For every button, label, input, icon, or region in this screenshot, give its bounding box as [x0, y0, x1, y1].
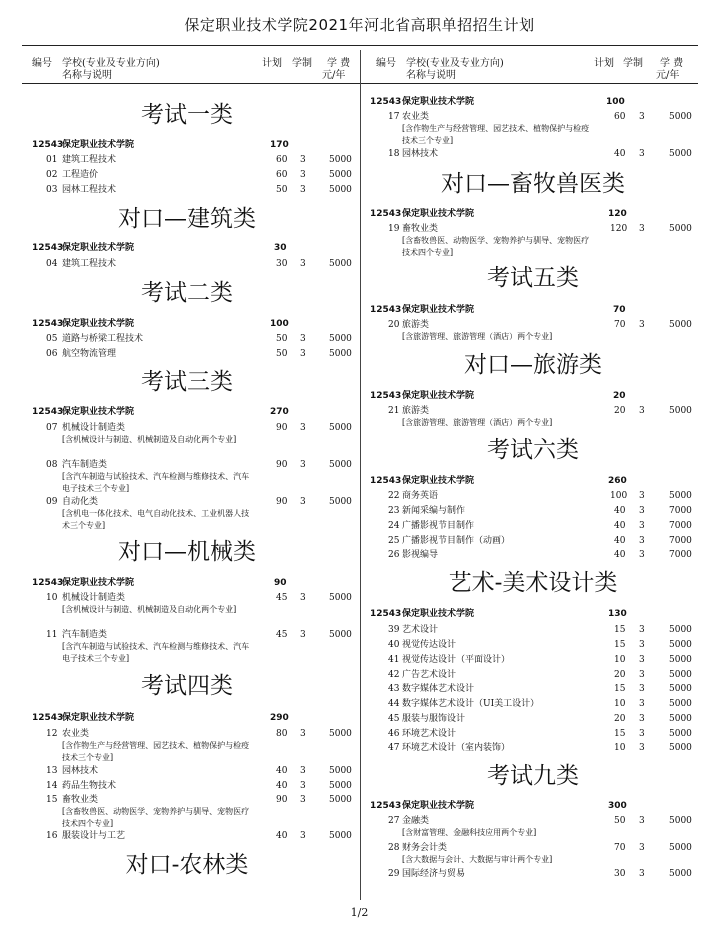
section-heading: 考试三类: [141, 369, 233, 395]
table-row: 41 视觉传达设计（平面设计） 10 3 5000: [388, 655, 692, 665]
table-row: 39 艺术设计 15 3 5000: [388, 625, 692, 635]
major-note: [含大数据与会计、大数据与审计两个专业]: [402, 855, 553, 864]
section-heading: 考试六类: [487, 437, 579, 463]
major-note: [含汽车制造与试验技术、汽车检测与维修技术、汽车电子技术三个专业]: [62, 642, 250, 663]
table-row: 46 环境艺术设计 15 3 5000: [388, 729, 692, 739]
table-row: 45 服装与服饰设计 20 3 5000: [388, 714, 692, 724]
table-row: 20 旅游类 70 3 5000: [388, 320, 692, 330]
table-row: 26 影视编导 40 3 7000: [388, 550, 692, 560]
table-row: 21 旅游类 20 3 5000: [388, 406, 692, 416]
header-plan: 计划: [262, 58, 282, 69]
section-heading: 对口—建筑类: [118, 206, 256, 232]
section-heading: 对口-农林类: [125, 852, 249, 878]
table-row: 05 道路与桥梁工程技术 50 3 5000: [46, 334, 352, 344]
table-row: 29 国际经济与贸易 30 3 5000: [388, 869, 692, 879]
table-row: 40 视觉传达设计 15 3 5000: [388, 640, 692, 650]
header-fee: 学 费: [660, 58, 684, 69]
school-row: 12543 保定职业技术学院 20: [370, 391, 626, 401]
table-row: 14 药品生物技术 40 3 5000: [46, 781, 352, 791]
table-row: 22 商务英语 100 3 5000: [388, 491, 692, 501]
table-row: 03 园林工程技术 50 3 5000: [46, 185, 352, 195]
table-row: 10 机械设计制造类 45 3 5000: [46, 593, 352, 603]
table-row: 18 园林技术 40 3 5000: [388, 149, 692, 159]
header-school: 学校(专业及专业方向): [62, 58, 160, 69]
section-heading: 考试四类: [141, 673, 233, 699]
major-note: [含财富管理、金融科技应用两个专业]: [402, 828, 537, 837]
table-row: 06 航空物流管理 50 3 5000: [46, 349, 352, 359]
table-row: 42 广告艺术设计 20 3 5000: [388, 670, 692, 680]
major-note: [含作物生产与经营管理、园艺技术、植物保护与检疫技术三个专业]: [402, 124, 590, 145]
header-years: 学制: [623, 58, 643, 69]
table-row: 23 新闻采编与制作 40 3 7000: [388, 506, 692, 516]
table-row: 28 财务会计类 70 3 5000: [388, 843, 692, 853]
header-school-sub: 名称与说明: [62, 70, 112, 81]
table-row: 02 工程造价 60 3 5000: [46, 170, 352, 180]
table-row: 25 广播影视节目制作（动画） 40 3 7000: [388, 536, 692, 546]
school-row: 12543 保定职业技术学院 70: [370, 305, 626, 315]
section-heading: 对口—畜牧兽医类: [441, 171, 625, 197]
school-row: 12543 保定职业技术学院 290: [32, 713, 289, 723]
section-heading: 考试二类: [141, 280, 233, 306]
school-row: 12543 保定职业技术学院 100: [370, 97, 625, 107]
header-code: 编号: [376, 58, 396, 69]
column-divider: [360, 50, 361, 900]
section-heading: 考试一类: [141, 102, 233, 128]
table-row: 43 数字媒体艺术设计 15 3 5000: [388, 684, 692, 694]
table-row: 15 畜牧业类 90 3 5000: [46, 795, 352, 805]
left-column: [22, 0, 352, 926]
school-row: 12543 保定职业技术学院 90: [32, 578, 287, 588]
header-years: 学制: [292, 58, 312, 69]
table-row: 19 畜牧业类 120 3 5000: [388, 224, 692, 234]
major-note: [含旅游管理、旅游管理（酒店）两个专业]: [402, 332, 553, 341]
section-heading: 考试五类: [487, 265, 579, 291]
major-note: [含畜牧兽医、动物医学、宠物养护与驯导、宠物医疗技术四个专业]: [402, 236, 590, 257]
table-row: 16 服装设计与工艺 40 3 5000: [46, 831, 352, 841]
major-note: [含机械设计与制造、机械制造及自动化两个专业]: [62, 435, 237, 444]
major-note: [含机电一体化技术、电气自动化技术、工业机器人技术三个专业]: [62, 509, 250, 530]
table-row: 24 广播影视节目制作 40 3 7000: [388, 521, 692, 531]
school-row: 12543 保定职业技术学院 170: [32, 140, 289, 150]
table-row: 01 建筑工程技术 60 3 5000: [46, 155, 352, 165]
table-row: 12 农业类 80 3 5000: [46, 729, 352, 739]
page-number: 1/2: [350, 906, 369, 919]
section-heading: 对口—旅游类: [464, 352, 602, 378]
section-heading: 考试九类: [487, 763, 579, 789]
school-row: 12543 保定职业技术学院 30: [32, 243, 287, 253]
header-code: 编号: [32, 58, 52, 69]
header-school: 学校(专业及专业方向): [406, 58, 504, 69]
header-fee: 学 费: [327, 58, 351, 69]
table-row: 11 汽车制造类 45 3 5000: [46, 630, 352, 640]
major-note: [含汽车制造与试验技术、汽车检测与维修技术、汽车电子技术三个专业]: [62, 472, 250, 493]
school-row: 12543 保定职业技术学院 300: [370, 801, 627, 811]
right-column: [368, 0, 698, 926]
header-school-sub: 名称与说明: [406, 70, 456, 81]
header-plan: 计划: [594, 58, 614, 69]
table-row: 04 建筑工程技术 30 3 5000: [46, 259, 352, 269]
table-row: 17 农业类 60 3 5000: [388, 112, 692, 122]
major-note: [含旅游管理、旅游管理（酒店）两个专业]: [402, 418, 553, 427]
table-row: 13 园林技术 40 3 5000: [46, 766, 352, 776]
table-row: 44 数字媒体艺术设计（UI美工设计） 10 3 5000: [388, 699, 692, 709]
major-note: [含畜牧兽医、动物医学、宠物养护与驯导、宠物医疗技术四个专业]: [62, 807, 250, 828]
school-row: 12543 保定职业技术学院 260: [370, 476, 627, 486]
table-row: 09 自动化类 90 3 5000: [46, 497, 352, 507]
table-row: 07 机械设计制造类 90 3 5000: [46, 423, 352, 433]
major-note: [含机械设计与制造、机械制造及自动化两个专业]: [62, 605, 237, 614]
school-row: 12543 保定职业技术学院 270: [32, 407, 289, 417]
table-row: 47 环境艺术设计（室内装饰） 10 3 5000: [388, 743, 692, 753]
table-row: 27 金融类 50 3 5000: [388, 816, 692, 826]
section-heading: 艺术-美术设计类: [448, 570, 618, 596]
header-fee-unit: 元/年: [656, 70, 680, 81]
school-row: 12543 保定职业技术学院 130: [370, 609, 627, 619]
page-title: 保定职业技术学院2021年河北省高职单招招生计划: [184, 16, 535, 34]
header-fee-unit: 元/年: [322, 70, 346, 81]
major-note: [含作物生产与经营管理、园艺技术、植物保护与检疫技术三个专业]: [62, 741, 250, 762]
section-heading: 对口—机械类: [118, 539, 256, 565]
school-row: 12543 保定职业技术学院 120: [370, 209, 627, 219]
school-row: 12543 保定职业技术学院 100: [32, 319, 289, 329]
table-row: 08 汽车制造类 90 3 5000: [46, 460, 352, 470]
